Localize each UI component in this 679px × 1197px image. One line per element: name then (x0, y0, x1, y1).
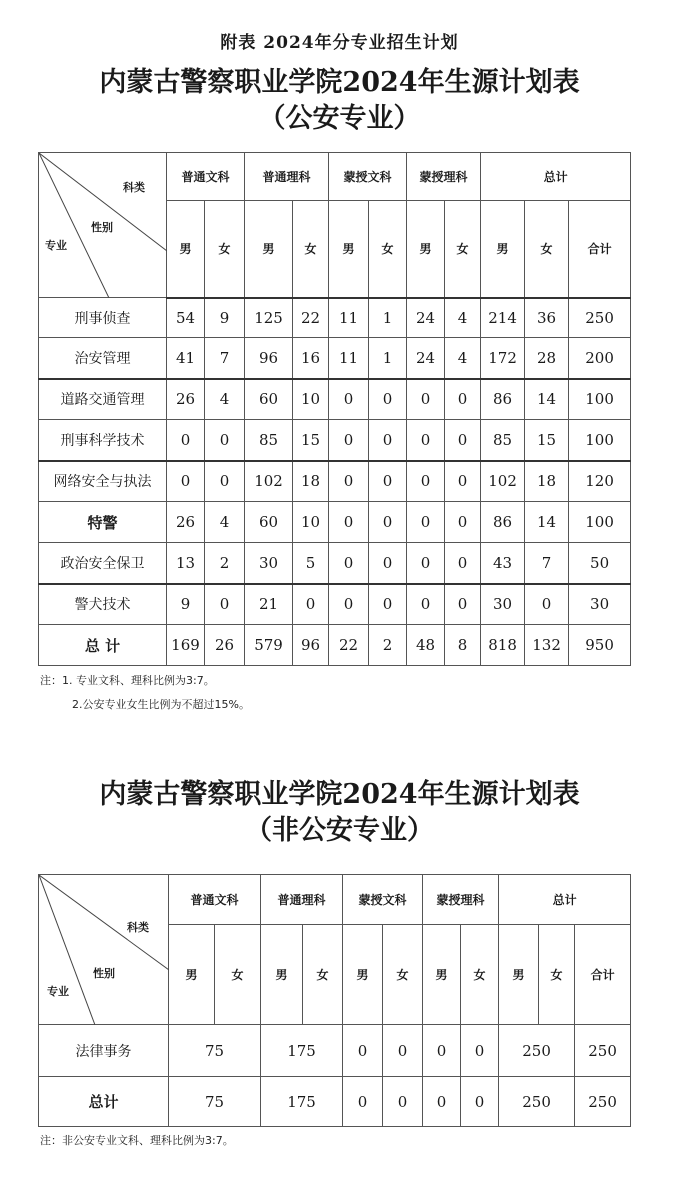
table1-note-2: 2.公安专业女生比例为不超过15%。 (72, 698, 250, 711)
table-cell: 21 (245, 584, 293, 625)
table1-title: 内蒙古警察职业学院2024年生源计划表 (99, 67, 580, 98)
male-header: 男 (261, 925, 303, 1025)
table-cell: 30 (481, 584, 525, 625)
table-row (39, 502, 631, 543)
table-cell: 0 (423, 1077, 461, 1127)
table-cell: 30 (569, 584, 631, 625)
table-cell: 125 (245, 298, 293, 338)
table-cell: 11 (329, 298, 369, 338)
table-cell: 0 (461, 1025, 499, 1077)
table-cell: 132 (525, 625, 569, 666)
table-cell: 0 (407, 420, 445, 461)
female-header: 女 (369, 201, 407, 298)
table-cell: 0 (329, 502, 369, 543)
table-cell: 30 (245, 543, 293, 584)
table-cell: 100 (569, 502, 631, 543)
table-cell: 0 (445, 420, 481, 461)
row-name: 道路交通管理 (39, 379, 167, 420)
table-cell: 10 (293, 379, 329, 420)
table-cell: 0 (445, 379, 481, 420)
table-cell: 0 (369, 461, 407, 502)
table-cell: 85 (245, 420, 293, 461)
table-cell: 175 (261, 1025, 343, 1077)
table-cell: 36 (525, 298, 569, 338)
table-cell: 950 (569, 625, 631, 666)
row-name: 法律事务 (39, 1025, 169, 1077)
table-cell: 0 (525, 584, 569, 625)
table-cell: 50 (569, 543, 631, 584)
group-header: 普通文科 (167, 153, 245, 201)
table-cell: 11 (329, 338, 369, 379)
table2-note: 注：非公安专业文科、理科比例为3:7。 (40, 1134, 234, 1147)
group-header: 蒙授理科 (423, 875, 499, 925)
table-cell: 54 (167, 298, 205, 338)
row-name: 总 计 (39, 625, 167, 666)
group-header: 总计 (499, 875, 631, 925)
table-cell: 0 (369, 584, 407, 625)
table-cell: 4 (445, 338, 481, 379)
table-cell: 22 (329, 625, 369, 666)
table-cell: 172 (481, 338, 525, 379)
table-cell: 26 (205, 625, 245, 666)
table-cell: 0 (407, 543, 445, 584)
table-cell: 0 (369, 543, 407, 584)
male-header: 男 (329, 201, 369, 298)
table-row (39, 298, 631, 338)
total-header: 合计 (569, 201, 631, 298)
female-header: 女 (461, 925, 499, 1025)
table-cell: 10 (293, 502, 329, 543)
table-cell: 214 (481, 298, 525, 338)
table-cell: 15 (293, 420, 329, 461)
table-cell: 250 (499, 1077, 575, 1127)
table2-subtitle: （非公安专业） (245, 815, 434, 846)
table-cell: 175 (261, 1077, 343, 1127)
corner-major-label: 专业 (45, 239, 67, 252)
table-cell: 2 (205, 543, 245, 584)
table-row (39, 584, 631, 625)
table-cell: 22 (293, 298, 329, 338)
table-cell: 75 (169, 1077, 261, 1127)
table-cell: 0 (423, 1025, 461, 1077)
table-row (39, 338, 631, 379)
table-cell: 0 (369, 379, 407, 420)
table-cell: 60 (245, 502, 293, 543)
table-row (39, 625, 631, 666)
table-cell: 86 (481, 502, 525, 543)
table-cell: 0 (445, 461, 481, 502)
male-header: 男 (343, 925, 383, 1025)
table-cell: 85 (481, 420, 525, 461)
female-header: 女 (205, 201, 245, 298)
table-cell: 0 (343, 1025, 383, 1077)
table-cell: 4 (205, 502, 245, 543)
table-cell: 18 (525, 461, 569, 502)
row-name: 总计 (39, 1077, 169, 1127)
table1-note-1: 注：1. 专业文科、理科比例为3:7。 (40, 674, 215, 687)
table-cell: 24 (407, 298, 445, 338)
table-cell: 0 (329, 543, 369, 584)
table-cell: 0 (407, 502, 445, 543)
table-cell: 0 (445, 502, 481, 543)
row-name: 政治安全保卫 (39, 543, 167, 584)
table-cell: 1 (369, 298, 407, 338)
table-cell: 60 (245, 379, 293, 420)
corner-gender-label: 性别 (93, 967, 115, 980)
table-row (39, 379, 631, 420)
row-name: 刑事科学技术 (39, 420, 167, 461)
table-cell: 0 (329, 461, 369, 502)
table-cell: 75 (169, 1025, 261, 1077)
table-cell: 14 (525, 379, 569, 420)
male-header: 男 (169, 925, 215, 1025)
row-name: 警犬技术 (39, 584, 167, 625)
male-header: 男 (167, 201, 205, 298)
table-row (39, 1077, 631, 1127)
table-cell: 0 (407, 584, 445, 625)
table-row (39, 461, 631, 502)
corner-category-label: 科类 (123, 181, 145, 194)
row-name: 网络安全与执法 (39, 461, 167, 502)
table-cell: 250 (569, 298, 631, 338)
total-header: 合计 (575, 925, 631, 1025)
table-cell: 96 (245, 338, 293, 379)
table-row (39, 420, 631, 461)
group-header: 普通理科 (261, 875, 343, 925)
female-header: 女 (539, 925, 575, 1025)
table-cell: 86 (481, 379, 525, 420)
table-cell: 26 (167, 379, 205, 420)
table-cell: 18 (293, 461, 329, 502)
table-cell: 41 (167, 338, 205, 379)
corner-diagonal-lines (39, 875, 169, 1025)
table-cell: 102 (481, 461, 525, 502)
table-cell: 26 (167, 502, 205, 543)
table-cell: 0 (343, 1077, 383, 1127)
table-cell: 0 (445, 543, 481, 584)
table1-body (39, 298, 631, 666)
row-name: 特警 (39, 502, 167, 543)
female-header: 女 (383, 925, 423, 1025)
corner-major-label: 专业 (47, 985, 69, 998)
table-cell: 250 (499, 1025, 575, 1077)
male-header: 男 (423, 925, 461, 1025)
table2-corner-cell (39, 875, 169, 1025)
table-cell: 169 (167, 625, 205, 666)
table-cell: 4 (445, 298, 481, 338)
table-cell: 579 (245, 625, 293, 666)
table-cell: 9 (205, 298, 245, 338)
table-cell: 48 (407, 625, 445, 666)
table-cell: 7 (525, 543, 569, 584)
table-cell: 250 (575, 1025, 631, 1077)
group-header: 蒙授文科 (329, 153, 407, 201)
table-cell: 2 (369, 625, 407, 666)
male-header: 男 (245, 201, 293, 298)
female-header: 女 (303, 925, 343, 1025)
table2-title: 内蒙古警察职业学院2024年生源计划表 (99, 779, 580, 810)
row-name: 刑事侦查 (39, 298, 167, 338)
table-cell: 43 (481, 543, 525, 584)
table-cell: 102 (245, 461, 293, 502)
group-header: 蒙授文科 (343, 875, 423, 925)
table-cell: 0 (369, 420, 407, 461)
group-header: 蒙授理科 (407, 153, 481, 201)
male-header: 男 (481, 201, 525, 298)
table-cell: 14 (525, 502, 569, 543)
male-header: 男 (499, 925, 539, 1025)
group-header: 普通文科 (169, 875, 261, 925)
table-cell: 0 (205, 584, 245, 625)
table-cell: 0 (167, 461, 205, 502)
table1-corner-cell (39, 153, 167, 298)
group-header: 普通理科 (245, 153, 329, 201)
corner-category-label: 科类 (127, 921, 149, 934)
table-cell: 1 (369, 338, 407, 379)
group-header: 总计 (481, 153, 631, 201)
female-header: 女 (525, 201, 569, 298)
table-cell: 28 (525, 338, 569, 379)
table-cell: 100 (569, 420, 631, 461)
table-cell: 0 (329, 420, 369, 461)
table-cell: 0 (329, 584, 369, 625)
table-cell: 0 (461, 1077, 499, 1127)
row-name: 治安管理 (39, 338, 167, 379)
corner-gender-label: 性别 (91, 221, 113, 234)
table-cell: 7 (205, 338, 245, 379)
table-cell: 100 (569, 379, 631, 420)
table-cell: 818 (481, 625, 525, 666)
table-cell: 5 (293, 543, 329, 584)
table-cell: 9 (167, 584, 205, 625)
table-cell: 4 (205, 379, 245, 420)
page-caption: 附表 2024年分专业招生计划 (220, 33, 459, 53)
table-row (39, 543, 631, 584)
table-cell: 0 (205, 420, 245, 461)
table-cell: 24 (407, 338, 445, 379)
table-cell: 0 (407, 379, 445, 420)
table-cell: 120 (569, 461, 631, 502)
male-header: 男 (407, 201, 445, 298)
table1 (38, 152, 631, 666)
female-header: 女 (445, 201, 481, 298)
table-cell: 13 (167, 543, 205, 584)
table-cell: 0 (329, 379, 369, 420)
table-cell: 0 (369, 502, 407, 543)
table-cell: 0 (383, 1025, 423, 1077)
table-cell: 0 (383, 1077, 423, 1127)
female-header: 女 (215, 925, 261, 1025)
table1-subtitle: （公安专业） (258, 103, 421, 134)
table-cell: 200 (569, 338, 631, 379)
table-cell: 250 (575, 1077, 631, 1127)
table-cell: 96 (293, 625, 329, 666)
table-cell: 0 (205, 461, 245, 502)
table-cell: 8 (445, 625, 481, 666)
table-cell: 0 (445, 584, 481, 625)
table-cell: 15 (525, 420, 569, 461)
table-cell: 0 (293, 584, 329, 625)
female-header: 女 (293, 201, 329, 298)
table-cell: 0 (407, 461, 445, 502)
table2-body (39, 1025, 631, 1127)
table2 (38, 874, 631, 1127)
table-cell: 0 (167, 420, 205, 461)
table-cell: 16 (293, 338, 329, 379)
table-row (39, 1025, 631, 1077)
